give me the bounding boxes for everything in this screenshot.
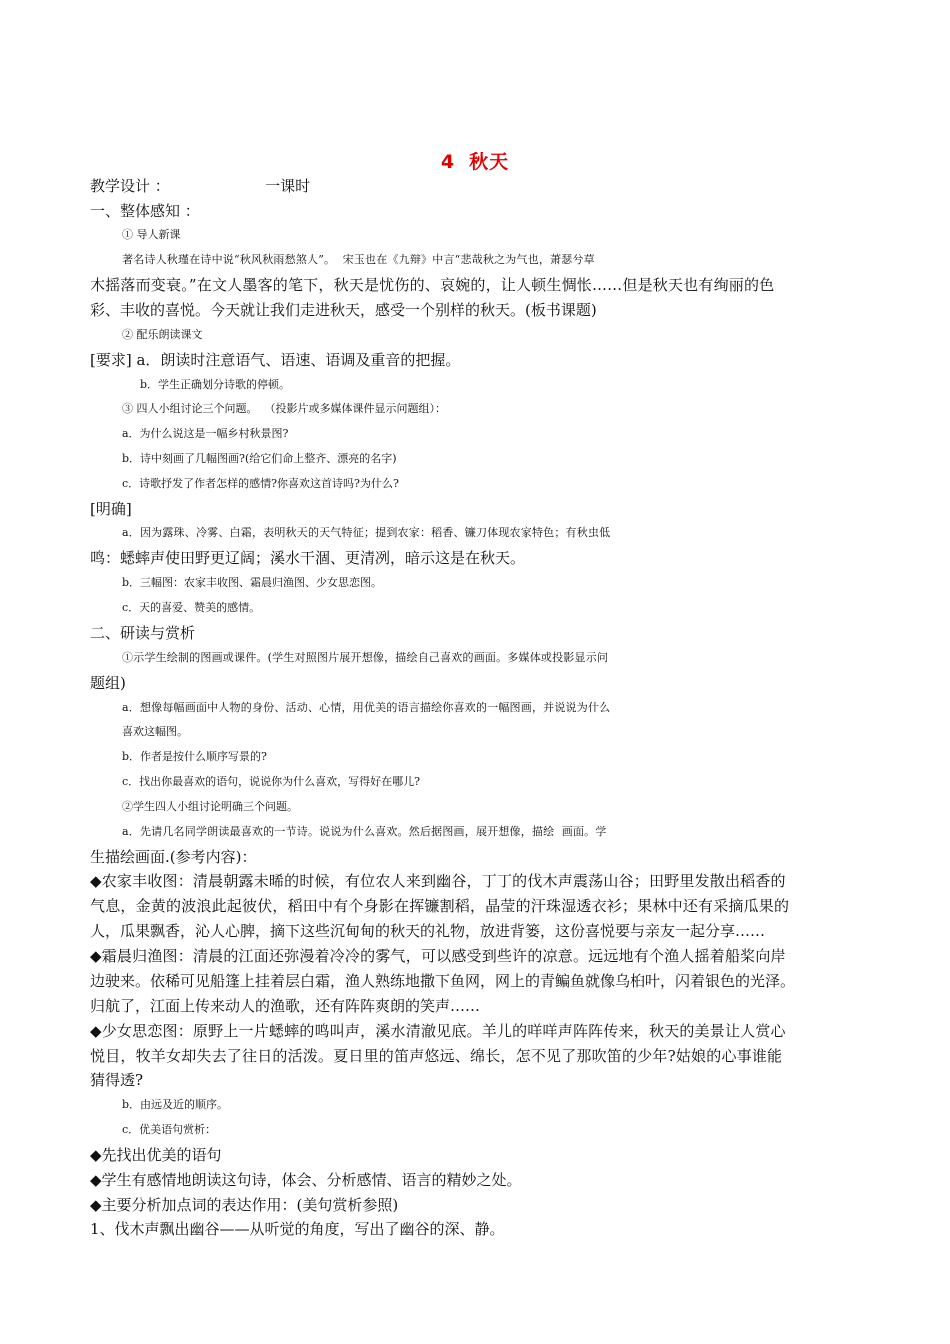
subheading-discussion-2: ②学生四人小组讨论明确三个问题。 [122,800,298,813]
paragraph-line: 木摇落而变衰。”在文人墨客的笔下，秋天是忧伤的、哀婉的，让人顿生惆怅……但是秋天也有绚丽的色 [90,276,775,294]
requirement-a: [要求] a．朗读时注意语气、语速、语调及重音的把握。 [90,351,461,369]
subheading-intro: ① 导人新课 [122,228,181,241]
lesson-title [0,147,950,174]
section-heading-1: 一、整体感知 ： [90,202,200,220]
answer-a: a．因为露珠、冷雾、白霜，表明秋天的天气特征；提到农家：稻香、镰刀体现农家特色；有秋虫低 [122,526,611,539]
answer-a-cont: 鸣：蟋蟀声使田野更辽阔；溪水干涸、更清冽，暗示这是在秋天。 [90,549,526,567]
scene-fishing-cont: 归航了，江面上传来动人的渔歌，还有阵阵爽朗的笑声…… [90,997,481,1015]
section-heading-2: 二、研读与赏析 [90,624,196,642]
bullet-item: ◆学生有感情地朗读这句诗，体会、分析感情、语言的精妙之处。 [90,1171,522,1189]
numbered-item: 1、伐木声飘出幽谷——从听觉的角度，写出了幽谷的深、静。 [90,1220,505,1238]
answer-b: b．三幅图：农家丰收图、霜晨归渔图、少女思恋图。 [122,576,383,589]
scene-harvest: ◆农家丰收图：清晨朝露未晞的时候，有位农人来到幽谷，丁丁的伐木声震荡山谷；田野里发散出稻香的 [90,872,786,890]
subheading-reading: ② 配乐朗读课文 [122,328,203,341]
question-c: c．找出你最喜欢的语句，说说你为什么喜欢，写得好在哪儿? [122,775,421,788]
paragraph-line: 著名诗人秋瑾在诗中说“秋风秋雨愁煞人”。 宋玉也在《九辩》中言“悲哉秋之为气也，萧瑟兮草 [122,253,595,266]
clarify-heading: [明确] [90,500,132,518]
scene-harvest-cont: 人，瓜果飘香，沁人心脾，摘下这些沉甸甸的秋天的礼物，放进背篓，这份喜悦要与亲友一起分享…… [90,922,766,940]
scene-harvest-cont: 气息，金黄的波浪此起彼伏，稻田中有个身影在挥镰割稻，晶莹的汗珠湿透衣衫；果林中还有采摘瓜果的 [90,897,790,915]
scene-longing-cont: 悦目，牧羊女却失去了往日的活泼。夏日里的笛声悠远、绵长，怎不见了那吹笛的少年?姑娘的心事谁能 [90,1047,783,1065]
scene-fishing-cont: 边驶来。依稀可见船篷上挂着层白霜，渔人熟练地撒下鱼网，网上的青鳊鱼就像乌桕叶，闪着银色的光泽。 [90,972,796,990]
question-b: b．作者是按什么顺序写景的? [122,750,267,763]
design-header: 教学设计 ： 一课时 [90,177,311,195]
bullet-item: ◆主要分析加点词的表达作用：(美句赏析参照) [90,1196,399,1214]
lesson-number: 4 [440,151,456,173]
bullet-item: ◆先找出优美的语句 [90,1146,222,1164]
paragraph-line: 彩、丰收的喜悦。今天就让我们走进秋天，感受一个别样的秋天。(板书课题) [90,301,597,319]
answer-c: c．优美语句赏析： [122,1123,217,1136]
question-c: c．诗歌抒发了作者怎样的感情?你喜欢这首诗吗?为什么? [122,477,399,490]
answer-b: b．由远及近的顺序。 [122,1098,229,1111]
answer-a-cont: 生描绘画面.(参考内容)： [90,848,257,866]
paragraph-line: 题组) [90,674,126,692]
subheading-discussion: ③ 四人小组讨论三个问题。 （投影片或多媒体课件显示问题组）： [122,402,446,415]
question-a-cont: 喜欢这幅图。 [122,725,188,738]
paragraph-line: ①示学生绘制的图画或课件。(学生对照图片展开想像，描绘自己喜欢的画面。多媒体或投影显示问 [122,651,609,664]
answer-c: c．天的喜爱、赞美的感情。 [122,601,261,614]
scene-longing: ◆少女思恋图：原野上一片蟋蟀的鸣叫声，溪水清澈见底。羊儿的咩咩声阵阵传来，秋天的美景让人赏心 [90,1022,786,1040]
scene-fishing: ◆霜晨归渔图：清晨的江面还弥漫着冷冷的雾气，可以感受到些许的凉意。远远地有个渔人摇着船桨向岸 [90,947,786,965]
question-b: b．诗中刻画了几幅图画?(给它们命上整齐、漂亮的名字) [122,452,397,465]
scene-longing-cont: 猜得透? [90,1071,144,1089]
answer-a: a．先请几名同学朗读最喜欢的一节诗。说说为什么喜欢。然后据图画，展开想像，描绘 画面。学 [122,825,607,838]
question-a: a．为什么说这是一幅乡村秋景图? [122,427,289,440]
lesson-title-text: 秋天 [469,151,510,173]
question-a: a．想像每幅画面中人物的身份、活动、心情，用优美的语言描绘你喜欢的一幅图画，并说说为什么 [122,701,611,714]
requirement-b: b．学生正确划分诗歌的停顿。 [140,378,291,391]
